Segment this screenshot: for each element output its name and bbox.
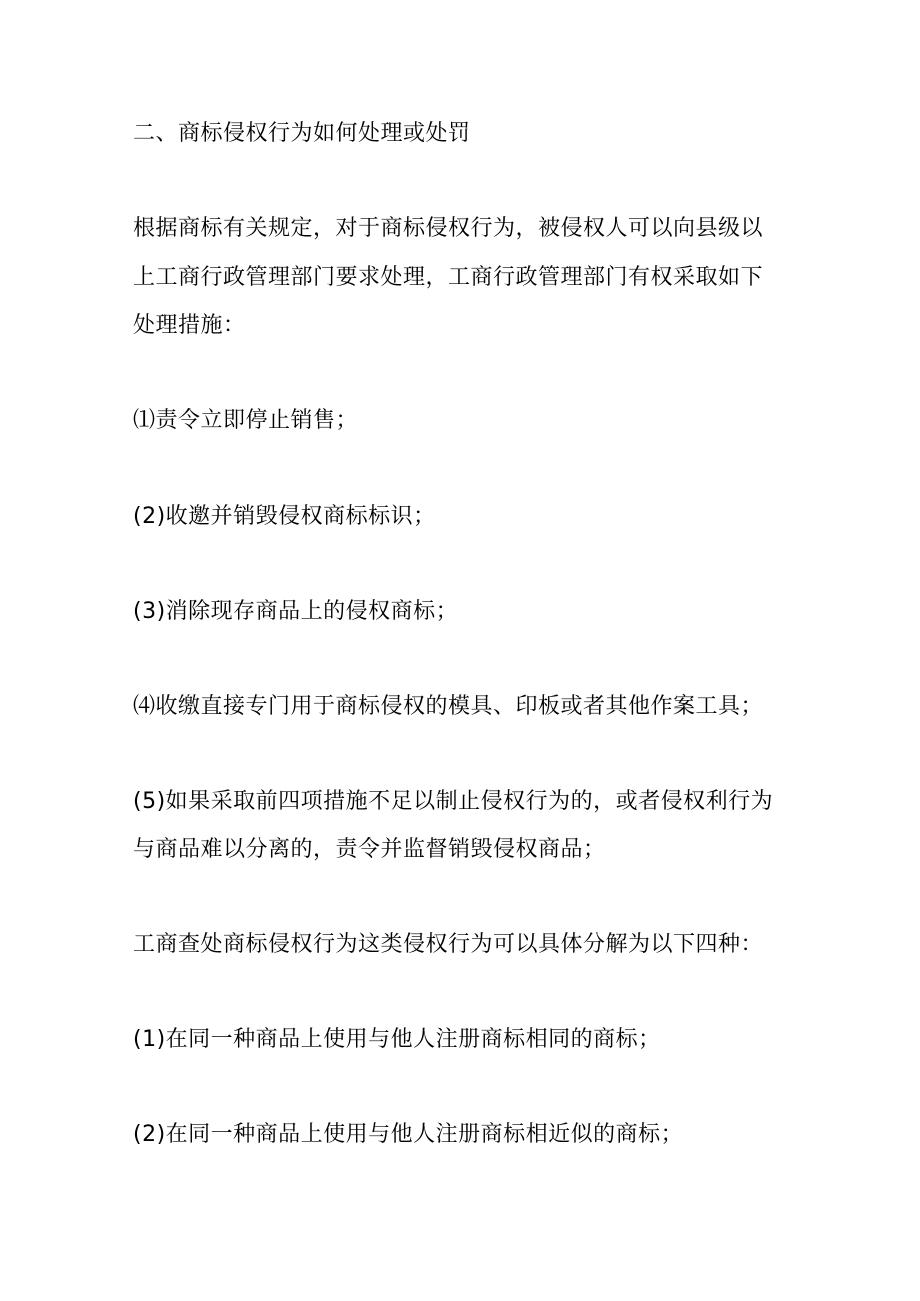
types-intro: 工商查处商标侵权行为这类侵权行为可以具体分解为以下四种：	[133, 932, 764, 957]
intro-line-1: 根据商标有关规定，对于商标侵权行为，被侵权人可以向县级以	[133, 216, 764, 241]
measure-1: ⑴责令立即停止销售；	[133, 408, 359, 433]
measure-2: (2)收邀并销毁侵权商标标识；	[133, 504, 436, 529]
measure-5-line-2: 与商品难以分离的，责令并监督销毁侵权商品；	[133, 837, 606, 862]
type-2: (2)在同一种商品上使用与他人注册商标相近似的商标；	[133, 1122, 684, 1147]
type-1: (1)在同一种商品上使用与他人注册商标相同的商标；	[133, 1027, 661, 1052]
measure-3: (3)消除现存商品上的侵权商标；	[133, 599, 459, 624]
intro-line-3: 处理措施：	[133, 313, 246, 338]
section-heading: 二、商标侵权行为如何处理或处罚	[133, 121, 471, 146]
measure-4: ⑷收缴直接专门用于商标侵权的模具、印板或者其他作案工具；	[133, 694, 764, 719]
measure-5-line-1: (5)如果采取前四项措施不足以制止侵权行为的，或者侵权利行为	[133, 789, 774, 814]
intro-line-2: 上工商行政管理部门要求处理，工商行政管理部门有权采取如下	[133, 265, 764, 290]
